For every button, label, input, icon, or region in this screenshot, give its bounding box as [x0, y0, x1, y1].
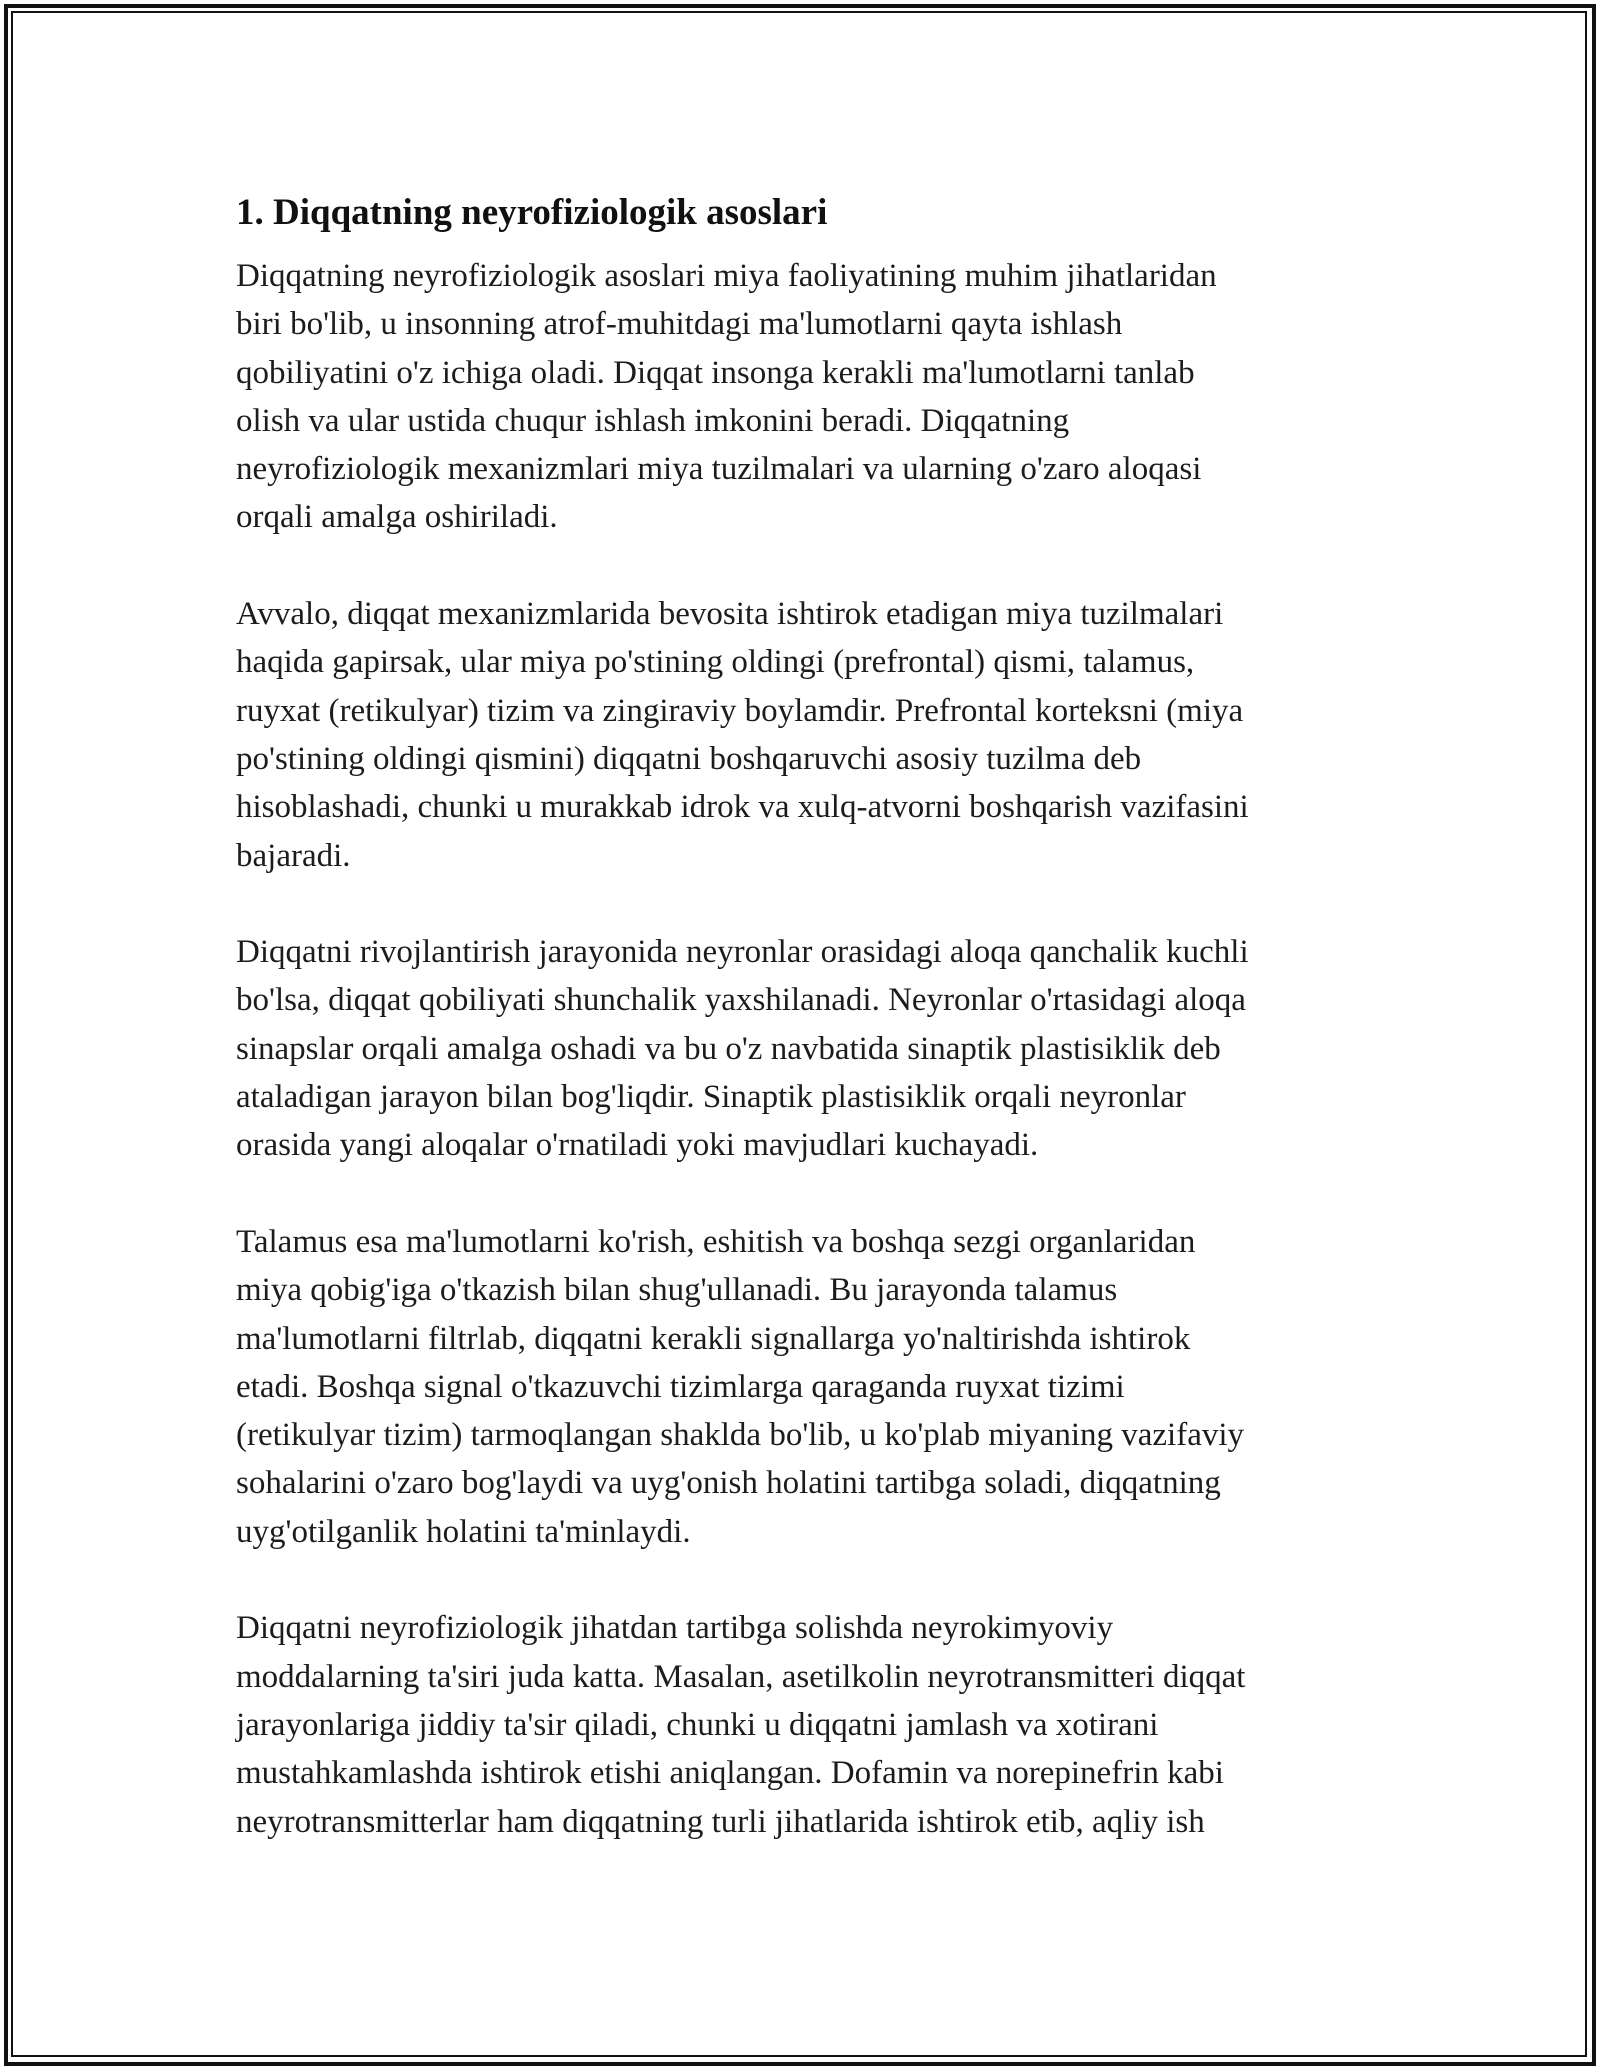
section-heading: 1. Diqqatning neyrofiziologik asoslari — [236, 192, 828, 233]
text-line: neyrotransmitterlar ham diqqatning turli jihatlarida ishtirok etib, aqliy ish — [236, 1803, 1205, 1840]
text-line: Diqqatni rivojlantirish jarayonida neyronlar orasidagi aloqa qanchalik kuchli — [236, 934, 1249, 971]
text-line: Talamus esa ma'lumotlarni ko'rish, eshitish va boshqa sezgi organlaridan — [236, 1223, 1196, 1260]
paragraph-1 — [236, 252, 1376, 542]
text-line: orqali amalga oshiriladi. — [236, 499, 558, 536]
text-line: ruyxat (retikulyar) tizim va zingiraviy boylamdir. Prefrontal korteksni (miya — [236, 692, 1244, 729]
text-line: Diqqatning neyrofiziologik asoslari miya faoliyatining muhim jihatlaridan — [236, 258, 1217, 294]
text-line: po'stining oldingi qismini) diqqatni boshqaruvchi asosiy tuzilma deb — [236, 740, 1142, 777]
paragraph-5 — [236, 1604, 1376, 1845]
text-line: (retikulyar tizim) tarmoqlangan shaklda bo'lib, u ko'plab miyaning vazifaviy — [236, 1417, 1245, 1454]
text-line: Diqqatni neyrofiziologik jihatdan tartibga solishda neyrokimyoviy — [236, 1610, 1114, 1647]
paragraph-3 — [236, 928, 1376, 1169]
text-line: uyg'otilganlik holatini ta'minlaydi. — [236, 1513, 691, 1550]
text-line: bajaradi. — [236, 837, 351, 874]
text-line: etadi. Boshqa signal o'tkazuvchi tizimlarga qaraganda ruyxat tizimi — [236, 1368, 1125, 1405]
paragraph-4 — [236, 1218, 1376, 1556]
text-line: sinapslar orqali amalga oshadi va bu o'z navbatida sinaptik plastisiklik deb — [236, 1030, 1221, 1067]
text-line: qobiliyatini o'z ichiga oladi. Diqqat insonga kerakli ma'lumotlarni tanlab — [236, 354, 1195, 391]
text-line: moddalarning ta'siri juda katta. Masalan, asetilkolin neyrotransmitteri diqqat — [236, 1658, 1246, 1695]
text-line: olish va ular ustida chuqur ishlash imkonini beradi. Diqqatning — [236, 402, 1070, 439]
text-line: hisoblashadi, chunki u murakkab idrok va xulq-atvorni boshqarish vazifasini — [236, 789, 1249, 826]
paragraph-2 — [236, 590, 1376, 880]
document-body — [236, 186, 1376, 1894]
text-line: bo'lsa, diqqat qobiliyati shunchalik yaxshilanadi. Neyronlar o'rtasidagi aloqa — [236, 982, 1246, 1019]
text-line: sohalarini o'zaro bog'laydi va uyg'onish holatini tartibga soladi, diqqatning — [236, 1465, 1221, 1502]
text-line: orasida yangi aloqalar o'rnatiladi yoki mavjudlari kuchayadi. — [236, 1127, 1039, 1164]
text-line: mustahkamlashda ishtirok etishi aniqlangan. Dofamin va norepinefrin kabi — [236, 1755, 1224, 1792]
text-line: miya qobig'iga o'tkazish bilan shug'ullanadi. Bu jarayonda talamus — [236, 1272, 1118, 1309]
text-line: ataladigan jarayon bilan bog'liqdir. Sinaptik plastisiklik orqali neyronlar — [236, 1079, 1186, 1116]
text-line: ma'lumotlarni filtrlab, diqqatni kerakli signallarga yo'naltirishda ishtirok — [236, 1320, 1191, 1357]
text-line: biri bo'lib, u insonning atrof-muhitdagi ma'lumotlarni qayta ishlash — [236, 306, 1123, 343]
text-line: Avvalo, diqqat mexanizmlarida bevosita ishtirok etadigan miya tuzilmalari — [236, 596, 1224, 633]
text-line: haqida gapirsak, ular miya po'stining oldingi (prefrontal) qismi, talamus, — [236, 644, 1195, 681]
text-line: jarayonlariga jiddiy ta'sir qiladi, chunki u diqqatni jamlash va xotirani — [236, 1706, 1159, 1743]
text-line: neyrofiziologik mexanizmlari miya tuzilmalari va ularning o'zaro aloqasi — [236, 451, 1202, 488]
